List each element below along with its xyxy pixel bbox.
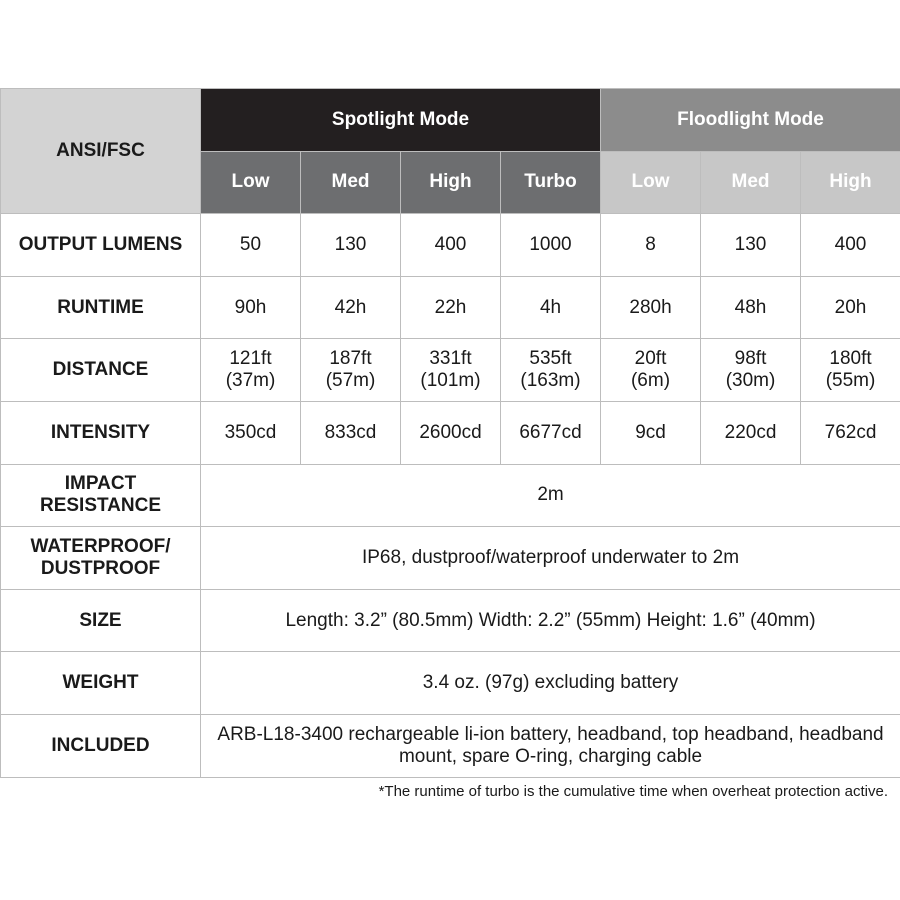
table-cell: IP68, dustproof/waterproof underwater to 2m (201, 527, 900, 590)
table-cell: 3.4 oz. (97g) excluding battery (201, 652, 900, 715)
table-row (1, 339, 900, 402)
table-row (1, 527, 900, 590)
table-cell: 48h (701, 276, 801, 339)
row-label: INTENSITY (1, 401, 201, 464)
row-label: SIZE (1, 589, 201, 652)
table-cell: 762cd (801, 401, 900, 464)
corner-header: ANSI/FSC (1, 89, 201, 214)
floodlight-mode-med: Med (701, 151, 801, 214)
spotlight-mode-low: Low (201, 151, 301, 214)
table-row (1, 401, 900, 464)
table-cell: Length: 3.2” (80.5mm) Width: 2.2” (55mm) Height: 1.6” (40mm) (201, 589, 900, 652)
table-cell: 833cd (301, 401, 401, 464)
table-row (1, 464, 900, 527)
row-label: WATERPROOF/ DUSTPROOF (1, 527, 201, 590)
floodlight-mode-header: Floodlight Mode (601, 89, 900, 152)
table-row (1, 276, 900, 339)
table-cell: 1000 (501, 214, 601, 277)
spec-table (0, 88, 900, 778)
table-cell: 20h (801, 276, 900, 339)
table-cell: 20ft (6m) (601, 339, 701, 402)
table-cell: 130 (301, 214, 401, 277)
table-row (1, 589, 900, 652)
table-cell: ARB-L18-3400 rechargeable li-ion battery, headband, top headband, headband mount, spare O-ring, charging cable (201, 714, 900, 777)
table-cell: 8 (601, 214, 701, 277)
floodlight-mode-low: Low (601, 151, 701, 214)
row-label: INCLUDED (1, 714, 201, 777)
table-cell: 90h (201, 276, 301, 339)
table-row (1, 714, 900, 777)
row-label: WEIGHT (1, 652, 201, 715)
spotlight-mode-header: Spotlight Mode (201, 89, 601, 152)
spec-sheet (0, 88, 900, 778)
floodlight-mode-high: High (801, 151, 900, 214)
table-cell: 22h (401, 276, 501, 339)
table-cell: 42h (301, 276, 401, 339)
table-cell: 98ft (30m) (701, 339, 801, 402)
table-cell: 350cd (201, 401, 301, 464)
spotlight-mode-high: High (401, 151, 501, 214)
row-label: RUNTIME (1, 276, 201, 339)
row-label: DISTANCE (1, 339, 201, 402)
table-cell: 50 (201, 214, 301, 277)
table-cell: 280h (601, 276, 701, 339)
table-row (1, 214, 900, 277)
table-cell: 220cd (701, 401, 801, 464)
table-cell: 130 (701, 214, 801, 277)
table-cell: 2m (201, 464, 900, 527)
table-cell: 400 (801, 214, 900, 277)
table-row (1, 652, 900, 715)
spotlight-mode-med: Med (301, 151, 401, 214)
row-label: IMPACT RESISTANCE (1, 464, 201, 527)
table-cell: 187ft (57m) (301, 339, 401, 402)
table-cell: 6677cd (501, 401, 601, 464)
row-label: OUTPUT LUMENS (1, 214, 201, 277)
table-cell: 331ft (101m) (401, 339, 501, 402)
table-cell: 2600cd (401, 401, 501, 464)
footnote: *The runtime of turbo is the cumulative time when overheat protection active. (378, 783, 888, 800)
spotlight-mode-turbo: Turbo (501, 151, 601, 214)
table-cell: 535ft (163m) (501, 339, 601, 402)
table-cell: 121ft (37m) (201, 339, 301, 402)
table-cell: 180ft (55m) (801, 339, 900, 402)
table-cell: 400 (401, 214, 501, 277)
table-cell: 9cd (601, 401, 701, 464)
table-cell: 4h (501, 276, 601, 339)
